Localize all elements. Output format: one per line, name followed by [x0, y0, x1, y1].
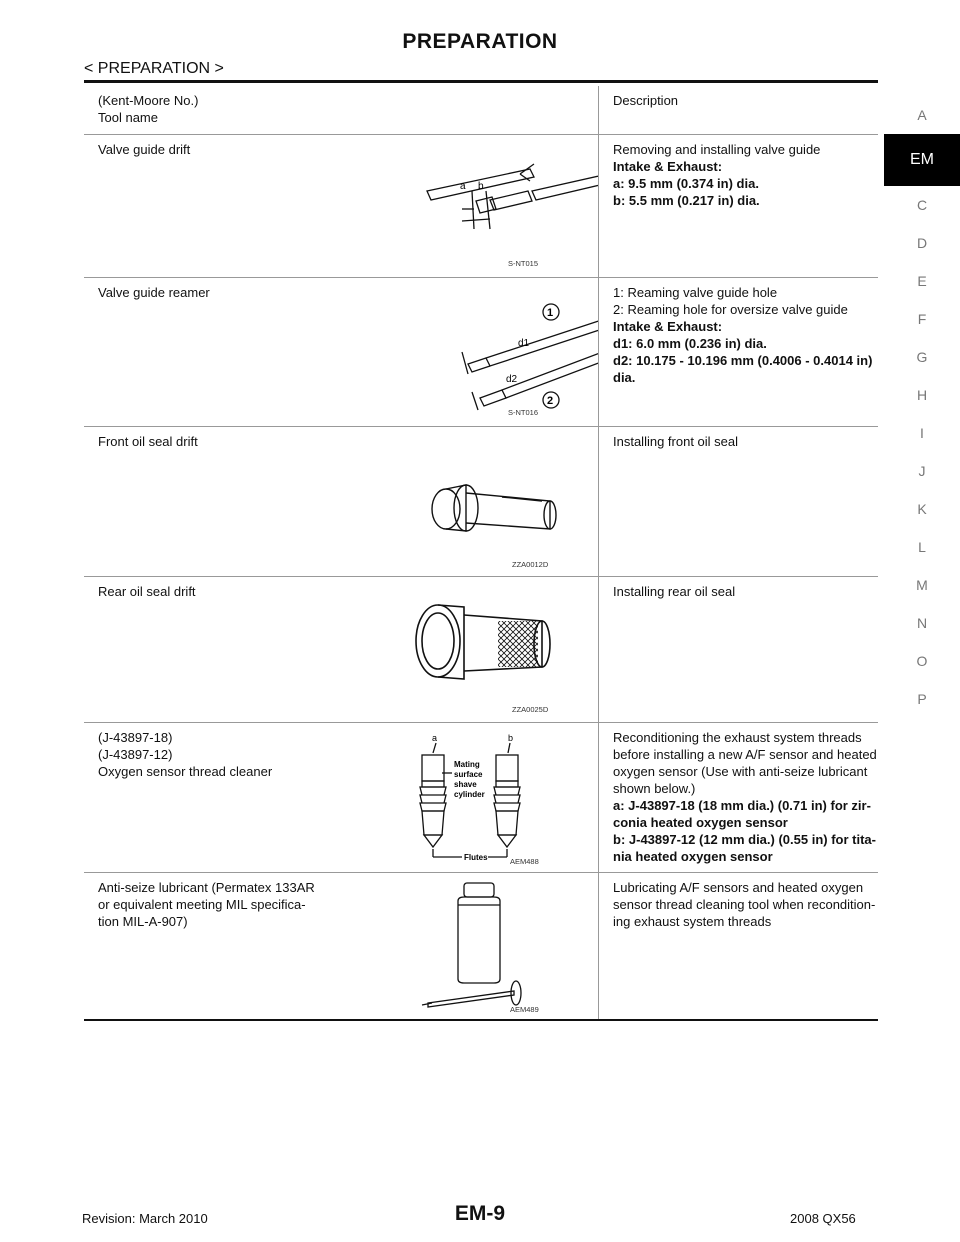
description-bold-line: a: 9.5 mm (0.374 in) dia.: [613, 175, 759, 191]
figure-cell: [402, 134, 599, 277]
tool-name-line: Oxygen sensor thread cleaner: [98, 763, 273, 779]
side-index-item[interactable]: D: [916, 235, 928, 251]
header-description: Description: [599, 86, 879, 134]
lubricant-bottle-illustration: [402, 875, 598, 1017]
description-line: Removing and installing valve guide: [613, 141, 821, 157]
figure-cell: [402, 576, 599, 722]
side-index-item[interactable]: J: [918, 463, 926, 479]
tool-description: [599, 872, 879, 1020]
description-bold-line: d1: 6.0 mm (0.236 in) dia.: [613, 335, 767, 351]
tool-name: [84, 134, 402, 277]
figure-code: ZZA0012D: [512, 559, 549, 569]
side-index-item[interactable]: P: [917, 691, 927, 707]
figure-cell: [402, 722, 599, 872]
header-name-line: Tool name: [98, 110, 158, 125]
table-row: [84, 722, 878, 872]
tool-name-line: Valve guide drift: [98, 141, 191, 157]
tools-table: [84, 86, 878, 1021]
figure-code: AEM489: [510, 1004, 539, 1014]
figure-label-1: 1: [547, 306, 554, 319]
description-line: sensor thread cleaning tool when recondition-: [613, 896, 876, 912]
tool-name: [84, 722, 402, 872]
side-index-item[interactable]: L: [918, 539, 926, 555]
page-title: PREPARATION: [402, 30, 558, 53]
side-index: [884, 96, 960, 718]
description-line: 1: Reaming valve guide hole: [613, 284, 778, 300]
rear-oil-seal-drift-illustration: [402, 581, 598, 721]
figure-label-d2: d2: [506, 373, 518, 385]
table-row: [84, 576, 878, 722]
description-bold-line: dia.: [613, 369, 636, 385]
footer-model: 2008 QX56: [790, 1211, 856, 1226]
valve-guide-reamer-illustration: [402, 282, 598, 424]
tool-name-line: Rear oil seal drift: [98, 583, 196, 599]
description-bold-line: Intake & Exhaust:: [613, 158, 723, 174]
table-row: [84, 134, 878, 277]
description-bold-line: b: 5.5 mm (0.217 in) dia.: [613, 192, 760, 208]
tool-name: [84, 872, 402, 1020]
figure-label-b: b: [508, 732, 514, 743]
figure-cell: [402, 277, 599, 426]
tool-description: [599, 426, 879, 576]
side-index-item[interactable]: M: [916, 577, 928, 593]
figure-label-b: b: [478, 180, 484, 192]
side-index-item[interactable]: N: [916, 615, 928, 631]
figure-cell: [402, 872, 599, 1020]
tool-description: [599, 722, 879, 872]
tool-description: [599, 277, 879, 426]
tool-name-line: (J-43897-12): [98, 746, 173, 762]
tool-description: [599, 576, 879, 722]
figure-code: S-NT016: [508, 407, 539, 417]
description-line: Lubricating A/F sensors and heated oxygen: [613, 879, 864, 895]
thread-cleaner-illustration: [402, 725, 598, 869]
description-line: oxygen sensor (Use with anti-seize lubricant: [613, 763, 868, 779]
header-tool-name: [84, 86, 402, 134]
description-bold-line: a: J-43897-18 (18 mm dia.) (0.71 in) for zir-: [613, 797, 871, 813]
description-line: ing exhaust system threads: [613, 913, 772, 929]
side-index-item[interactable]: O: [916, 653, 928, 669]
figure-code: S-NT015: [508, 258, 539, 268]
side-index-item-active[interactable]: EM: [884, 134, 960, 186]
valve-guide-drift-illustration: [402, 139, 598, 275]
figure-label-cylinder: cylinder: [454, 789, 485, 799]
footer-revision: Revision: March 2010: [82, 1211, 208, 1226]
side-index-item[interactable]: C: [916, 197, 928, 213]
figure-label-shave: shave: [454, 779, 477, 789]
figure-code: ZZA0025D: [512, 704, 549, 714]
table-row: [84, 426, 878, 576]
table-header-row: [84, 86, 878, 134]
breadcrumb: < PREPARATION >: [84, 60, 224, 77]
header-figure-cell: [402, 86, 599, 134]
description-bold-line: d2: 10.175 - 10.196 mm (0.4006 - 0.4014 in): [613, 352, 873, 368]
front-oil-seal-drift-illustration: [402, 431, 598, 573]
side-index-item[interactable]: I: [920, 425, 924, 441]
description-bold-line: nia heated oxygen sensor: [613, 848, 773, 864]
figure-label-flutes: Flutes: [464, 852, 488, 862]
figure-label-a: a: [460, 180, 466, 192]
figure-label-2: 2: [547, 394, 554, 407]
figure-code: AEM488: [510, 856, 539, 866]
description-line: 2: Reaming hole for oversize valve guide: [613, 301, 848, 317]
description-line: Installing rear oil seal: [613, 583, 736, 599]
tool-name: [84, 426, 402, 576]
tool-name-line: tion MIL-A-907): [98, 913, 188, 929]
description-bold-line: conia heated oxygen sensor: [613, 814, 788, 830]
side-index-item[interactable]: A: [917, 107, 927, 123]
footer-page-number: EM-9: [454, 1202, 506, 1225]
tool-name-line: Valve guide reamer: [98, 284, 210, 300]
figure-label-a: a: [432, 732, 438, 743]
tool-name-line: (J-43897-18): [98, 729, 173, 745]
description-bold-line: Intake & Exhaust:: [613, 318, 723, 334]
tool-name-line: Front oil seal drift: [98, 433, 198, 449]
table-row: [84, 872, 878, 1020]
description-line: Installing front oil seal: [613, 433, 739, 449]
tool-name-line: Anti-seize lubricant (Permatex 133AR: [98, 879, 315, 895]
figure-label-surface: surface: [454, 769, 483, 779]
description-line: before installing a new A/F sensor and heated: [613, 746, 877, 762]
header-rule: [84, 80, 878, 83]
description-bold-line: b: J-43897-12 (12 mm dia.) (0.55 in) for tita-: [613, 831, 876, 847]
figure-label-d1: d1: [518, 337, 530, 349]
description-line: shown below.): [613, 780, 696, 796]
header-name-line: (Kent-Moore No.): [98, 93, 199, 108]
tool-name-line: or equivalent meeting MIL specifica-: [98, 896, 306, 912]
tool-name: [84, 576, 402, 722]
side-index-item[interactable]: H: [916, 387, 928, 403]
figure-label-mating: Mating: [454, 759, 480, 769]
tool-description: [599, 134, 879, 277]
side-index-item[interactable]: G: [916, 349, 928, 365]
side-index-item[interactable]: F: [917, 311, 927, 327]
tool-name: [84, 277, 402, 426]
table-row: [84, 277, 878, 426]
figure-cell: [402, 426, 599, 576]
side-index-item[interactable]: K: [917, 501, 927, 517]
description-line: Reconditioning the exhaust system threads: [613, 729, 862, 745]
side-index-item[interactable]: E: [917, 273, 927, 289]
